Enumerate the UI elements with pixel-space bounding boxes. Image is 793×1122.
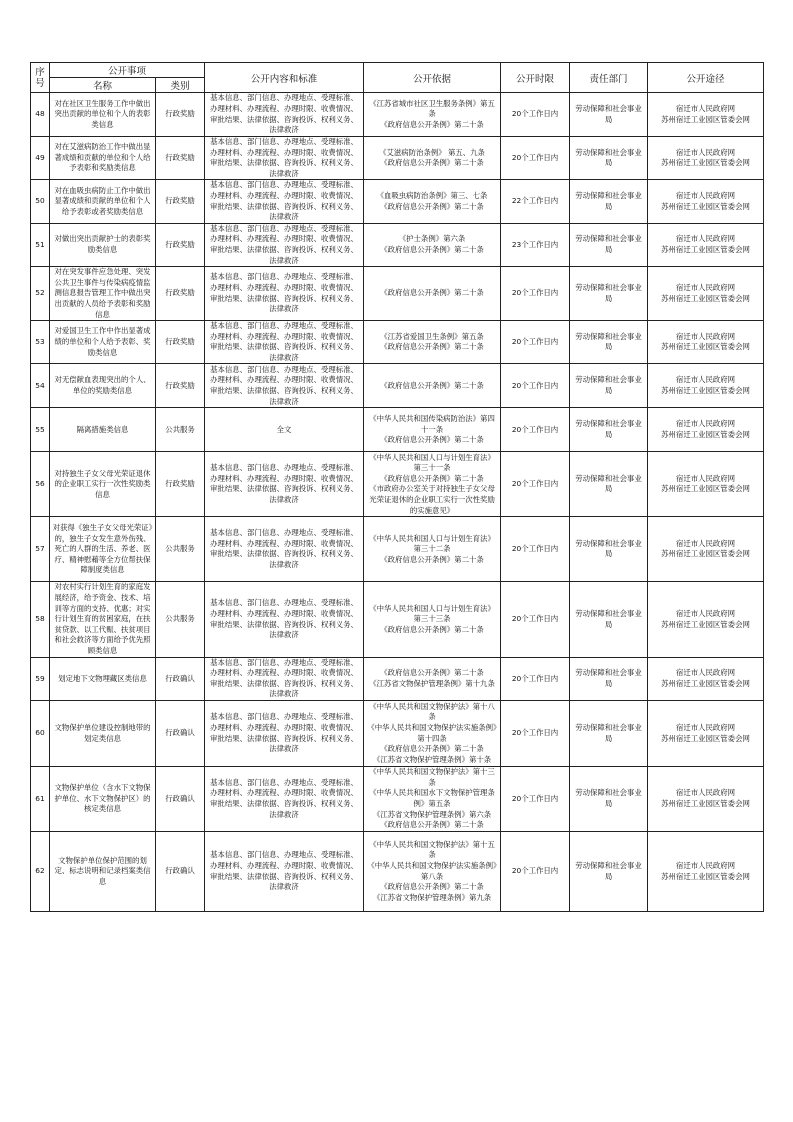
table-row xyxy=(31,137,764,180)
item-category: 公共服务 xyxy=(156,408,205,452)
item-category: 行政奖励 xyxy=(156,180,205,223)
table-row xyxy=(31,364,764,408)
header-name: 名称 xyxy=(50,78,156,93)
item-name: 对在艾滋病防治工作中做出显著成绩和贡献的单位和个人给予表彰和奖励类信息 xyxy=(50,137,156,180)
row-number: 49 xyxy=(31,137,50,180)
item-name: 对持独生子女父母光荣证退休的企业职工实行一次性奖励类信息 xyxy=(50,452,156,517)
item-channel: 宿迁市人民政府网 苏州宿迁工业园区管委会网 xyxy=(648,832,764,912)
item-content: 基本信息、部门信息、办理地点、受理标准、办理材料、办理流程、办理时限、收费情况、审批结果、法律依据、咨询投诉、权利义务、法律救济 xyxy=(205,517,364,582)
item-name: 对在社区卫生服务工作中做出突出贡献的单位和个人的表彰类信息 xyxy=(50,93,156,137)
item-basis: 《江苏省城市社区卫生服务条例》第五条 《政府信息公开条例》第二十条 xyxy=(364,93,501,137)
item-category: 行政奖励 xyxy=(156,93,205,137)
item-category: 行政奖励 xyxy=(156,321,205,364)
item-department: 劳动保障和社会事业局 xyxy=(570,767,648,832)
item-name: 划定地下文物埋藏区类信息 xyxy=(50,657,156,700)
item-category: 公共服务 xyxy=(156,517,205,582)
item-content: 基本信息、部门信息、办理地点、受理标准、办理材料、办理流程、办理时限、收费情况、审批结果、法律依据、咨询投诉、权利义务、法律救济 xyxy=(205,701,364,767)
item-name: 文物保护单位保护范围的划定、标志说明和记录档案类信息 xyxy=(50,832,156,912)
item-department: 劳动保障和社会事业局 xyxy=(570,582,648,657)
item-content: 基本信息、部门信息、办理地点、受理标准、办理材料、办理流程、办理时限、收费情况、审批结果、法律依据、咨询投诉、权利义务、法律救济 xyxy=(205,582,364,657)
item-content: 基本信息、部门信息、办理地点、受理标准、办理材料、办理流程、办理时限、收费情况、审批结果、法律依据、咨询投诉、权利义务、法律救济 xyxy=(205,223,364,266)
item-category: 行政奖励 xyxy=(156,267,205,321)
item-content: 基本信息、部门信息、办理地点、受理标准、办理材料、办理流程、办理时限、收费情况、审批结果、法律依据、咨询投诉、权利义务、法律救济 xyxy=(205,321,364,364)
item-department: 劳动保障和社会事业局 xyxy=(570,517,648,582)
item-channel: 宿迁市人民政府网 苏州宿迁工业园区管委会网 xyxy=(648,408,764,452)
item-basis: 《中华人民共和国文物保护法》第十三条 《中华人民共和国水下文物保护管理条例》第五条 《江苏省文物保护管理条例》第六条 《政府信息公开条例》第二十条 xyxy=(364,767,501,832)
item-category: 行政奖励 xyxy=(156,364,205,408)
item-name: 隔离措施类信息 xyxy=(50,408,156,452)
table-row xyxy=(31,517,764,582)
header-category: 类别 xyxy=(156,78,205,93)
item-channel: 宿迁市人民政府网 苏州宿迁工业园区管委会网 xyxy=(648,180,764,223)
item-basis: 《护士条例》第六条 《政府信息公开条例》第二十条 xyxy=(364,223,501,266)
item-name: 对做出突出贡献护士的表彰奖励类信息 xyxy=(50,223,156,266)
item-department: 劳动保障和社会事业局 xyxy=(570,408,648,452)
item-name: 对无偿献血表现突出的个人、单位的奖励类信息 xyxy=(50,364,156,408)
table-row xyxy=(31,832,764,912)
item-category: 行政确认 xyxy=(156,701,205,767)
item-channel: 宿迁市人民政府网 苏州宿迁工业园区管委会网 xyxy=(648,364,764,408)
row-number: 51 xyxy=(31,223,50,266)
item-category: 行政奖励 xyxy=(156,223,205,266)
row-number: 57 xyxy=(31,517,50,582)
item-name: 文物保护单位建设控制地带的划定类信息 xyxy=(50,701,156,767)
table-row xyxy=(31,223,764,266)
item-name: 文物保护单位（含水下文物保护单位、水下文物保护区）的核定类信息 xyxy=(50,767,156,832)
item-channel: 宿迁市人民政府网 苏州宿迁工业园区管委会网 xyxy=(648,517,764,582)
item-name: 对农村实行计划生育的家庭发展经济，给予资金、技术、培训等方面的支持、优惠；对实行计划生育的贫困家庭，在扶贫贷款、以工代赈、扶贫项目和社会救济等方面给予优先照顾类信息 xyxy=(50,582,156,657)
row-number: 59 xyxy=(31,657,50,700)
header-public-item: 公开事项 xyxy=(50,63,205,78)
item-department: 劳动保障和社会事业局 xyxy=(570,701,648,767)
item-channel: 宿迁市人民政府网 苏州宿迁工业园区管委会网 xyxy=(648,93,764,137)
item-department: 劳动保障和社会事业局 xyxy=(570,364,648,408)
item-time-limit: 23个工作日内 xyxy=(501,223,570,266)
row-number: 56 xyxy=(31,452,50,517)
item-channel: 宿迁市人民政府网 苏州宿迁工业园区管委会网 xyxy=(648,657,764,700)
table-row xyxy=(31,452,764,517)
item-time-limit: 20个工作日内 xyxy=(501,364,570,408)
row-number: 61 xyxy=(31,767,50,832)
row-number: 50 xyxy=(31,180,50,223)
item-content: 基本信息、部门信息、办理地点、受理标准、办理材料、办理流程、办理时限、收费情况、审批结果、法律依据、咨询投诉、权利义务、法律救济 xyxy=(205,180,364,223)
item-content: 基本信息、部门信息、办理地点、受理标准、办理材料、办理流程、办理时限、收费情况、审批结果、法律依据、咨询投诉、权利义务、法律救济 xyxy=(205,137,364,180)
item-department: 劳动保障和社会事业局 xyxy=(570,223,648,266)
table-row xyxy=(31,701,764,767)
item-department: 劳动保障和社会事业局 xyxy=(570,832,648,912)
item-name: 对获得《独生子女父母光荣证》的，独生子女发生意外伤残、死亡的人群的生活、养老、医疗、精神慰藉等全方位帮扶保障制度类信息 xyxy=(50,517,156,582)
header-time-limit: 公开时限 xyxy=(501,63,570,93)
item-channel: 宿迁市人民政府网 苏州宿迁工业园区管委会网 xyxy=(648,701,764,767)
item-basis: 《中华人民共和国文物保护法》第十八条 《中华人民共和国文物保护法实施条例》第十四条 《政府信息公开条例》第二十条 《江苏省文物保护管理条例》第十条 xyxy=(364,701,501,767)
item-content: 基本信息、部门信息、办理地点、受理标准、办理材料、办理流程、办理时限、收费情况、审批结果、法律依据、咨询投诉、权利义务、法律救济 xyxy=(205,267,364,321)
item-basis: 《政府信息公开条例》第二十条 《江苏省文物保护管理条例》第十九条 xyxy=(364,657,501,700)
table-row xyxy=(31,321,764,364)
item-channel: 宿迁市人民政府网 苏州宿迁工业园区管委会网 xyxy=(648,223,764,266)
item-time-limit: 20个工作日内 xyxy=(501,582,570,657)
table-row xyxy=(31,767,764,832)
item-channel: 宿迁市人民政府网 苏州宿迁工业园区管委会网 xyxy=(648,267,764,321)
item-department: 劳动保障和社会事业局 xyxy=(570,267,648,321)
item-time-limit: 20个工作日内 xyxy=(501,137,570,180)
item-category: 行政奖励 xyxy=(156,452,205,517)
item-content: 基本信息、部门信息、办理地点、受理标准、办理材料、办理流程、办理时限、收费情况、审批结果、法律依据、咨询投诉、权利义务、法律救济 xyxy=(205,93,364,137)
disclosure-table xyxy=(30,62,764,912)
row-number: 60 xyxy=(31,701,50,767)
item-time-limit: 20个工作日内 xyxy=(501,767,570,832)
item-time-limit: 20个工作日内 xyxy=(501,93,570,137)
table-row xyxy=(31,93,764,137)
row-number: 58 xyxy=(31,582,50,657)
header-department: 责任部门 xyxy=(570,63,648,93)
item-time-limit: 20个工作日内 xyxy=(501,321,570,364)
item-department: 劳动保障和社会事业局 xyxy=(570,137,648,180)
item-department: 劳动保障和社会事业局 xyxy=(570,180,648,223)
item-basis: 《中华人民共和国人口与计划生育法》第三十一条 《政府信息公开条例》第二十条 《市政府办公室关于对持独生子女父母光荣证退休的企业职工实行一次性奖励的实施意见》 xyxy=(364,452,501,517)
item-content: 全文 xyxy=(205,408,364,452)
item-time-limit: 20个工作日内 xyxy=(501,517,570,582)
item-name: 对在血吸虫病防止工作中做出显著成绩和贡献的单位和个人给予表彰或者奖励类信息 xyxy=(50,180,156,223)
item-basis: 《中华人民共和国传染病防治法》第四十一条 《政府信息公开条例》第二十条 xyxy=(364,408,501,452)
row-number: 48 xyxy=(31,93,50,137)
item-content: 基本信息、部门信息、办理地点、受理标准、办理材料、办理流程、办理时限、收费情况、审批结果、法律依据、咨询投诉、权利义务、法律救济 xyxy=(205,452,364,517)
table-row xyxy=(31,408,764,452)
item-content: 基本信息、部门信息、办理地点、受理标准、办理材料、办理流程、办理时限、收费情况、审批结果、法律依据、咨询投诉、权利义务、法律救济 xyxy=(205,657,364,700)
item-time-limit: 20个工作日内 xyxy=(501,267,570,321)
item-time-limit: 20个工作日内 xyxy=(501,408,570,452)
item-content: 基本信息、部门信息、办理地点、受理标准、办理材料、办理流程、办理时限、收费情况、审批结果、法律依据、咨询投诉、权利义务、法律救济 xyxy=(205,767,364,832)
row-number: 62 xyxy=(31,832,50,912)
item-name: 对爱国卫生工作中作出显著成绩的单位和个人给予表彰、奖励类信息 xyxy=(50,321,156,364)
item-time-limit: 20个工作日内 xyxy=(501,832,570,912)
item-channel: 宿迁市人民政府网 苏州宿迁工业园区管委会网 xyxy=(648,321,764,364)
header-basis: 公开依据 xyxy=(364,63,501,93)
item-channel: 宿迁市人民政府网 苏州宿迁工业园区管委会网 xyxy=(648,767,764,832)
table-row xyxy=(31,657,764,700)
item-content: 基本信息、部门信息、办理地点、受理标准、办理材料、办理流程、办理时限、收费情况、审批结果、法律依据、咨询投诉、权利义务、法律救济 xyxy=(205,832,364,912)
item-basis: 《中华人民共和国人口与计划生育法》第三十二条 《政府信息公开条例》第二十条 xyxy=(364,517,501,582)
item-time-limit: 20个工作日内 xyxy=(501,452,570,517)
item-basis: 《江苏省爱国卫生条例》第五条 《政府信息公开条例》第二十条 xyxy=(364,321,501,364)
item-channel: 宿迁市人民政府网 苏州宿迁工业园区管委会网 xyxy=(648,582,764,657)
table-row xyxy=(31,180,764,223)
row-number: 55 xyxy=(31,408,50,452)
item-category: 行政确认 xyxy=(156,657,205,700)
row-number: 53 xyxy=(31,321,50,364)
item-department: 劳动保障和社会事业局 xyxy=(570,452,648,517)
item-category: 行政奖励 xyxy=(156,137,205,180)
row-number: 52 xyxy=(31,267,50,321)
item-basis: 《政府信息公开条例》第二十条 xyxy=(364,364,501,408)
item-time-limit: 20个工作日内 xyxy=(501,701,570,767)
item-category: 行政确认 xyxy=(156,767,205,832)
item-category: 公共服务 xyxy=(156,582,205,657)
header-content: 公开内容和标准 xyxy=(205,63,364,93)
item-basis: 《中华人民共和国人口与计划生育法》第三十三条 《政府信息公开条例》第二十条 xyxy=(364,582,501,657)
item-channel: 宿迁市人民政府网 苏州宿迁工业园区管委会网 xyxy=(648,137,764,180)
table-row xyxy=(31,267,764,321)
table-row xyxy=(31,582,764,657)
item-basis: 《血吸虫病防治条例》第三、七条 《政府信息公开条例》第二十条 xyxy=(364,180,501,223)
item-basis: 《中华人民共和国文物保护法》第十五条 《中华人民共和国文物保护法实施条例》第八条 《政府信息公开条例》第二十条 《江苏省文物保护管理条例》第九条 xyxy=(364,832,501,912)
item-basis: 《艾滋病防治条例》 第五、九条 《政府信息公开条例》第二十条 xyxy=(364,137,501,180)
item-basis: 《政府信息公开条例》第二十条 xyxy=(364,267,501,321)
item-name: 对在突发事件应急处理、突发公共卫生事件与传染病疫情监测信息报告管理工作中做出突出贡献的人员给予表彰和奖励信息 xyxy=(50,267,156,321)
item-time-limit: 22个工作日内 xyxy=(501,180,570,223)
item-department: 劳动保障和社会事业局 xyxy=(570,93,648,137)
item-department: 劳动保障和社会事业局 xyxy=(570,321,648,364)
header-seq: 序 号 xyxy=(31,63,50,93)
header-channel: 公开途径 xyxy=(648,63,764,93)
item-department: 劳动保障和社会事业局 xyxy=(570,657,648,700)
item-content: 基本信息、部门信息、办理地点、受理标准、办理材料、办理流程、办理时限、收费情况、审批结果、法律依据、咨询投诉、权利义务、法律救济 xyxy=(205,364,364,408)
item-time-limit: 20个工作日内 xyxy=(501,657,570,700)
row-number: 54 xyxy=(31,364,50,408)
item-channel: 宿迁市人民政府网 苏州宿迁工业园区管委会网 xyxy=(648,452,764,517)
item-category: 行政确认 xyxy=(156,832,205,912)
